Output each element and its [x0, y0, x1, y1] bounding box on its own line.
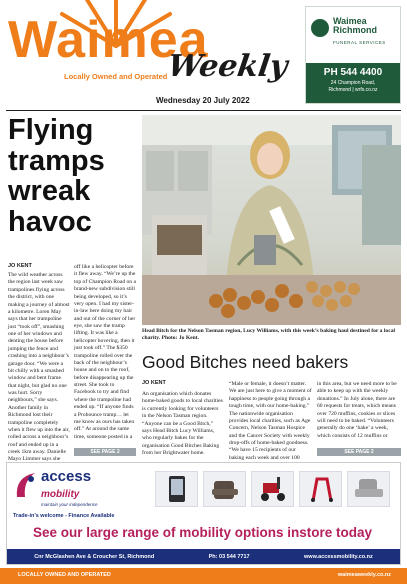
lead-column-2: off like a helicopter before it flew away. “We’re up the top of Champion Road on a brand-new subdivision still being developed, so it’s very open. I had my sister-in-law here doing my hair and out of the corner of her eye, she saw the tramp lifting. It was like a helicopter hovering, then it just took off.” The $350 trampoline rolled over the back of the neighbour’s house and on to the roof, before disappearing up the street. She took to Facebook to try and find where the trampoline had ended up. “If anyone finds a Probounce tramp… let me know as ours has taken off.” At around the same time, someone posted in a [74, 264, 136, 440]
masthead-title: Waimea [8, 11, 209, 69]
second-byline: JO KENT [142, 380, 166, 386]
product-image-phone [155, 471, 198, 507]
footer-website-link[interactable]: waimeaweekly.co.nz [337, 572, 391, 578]
mobility-tagline: maintain your independence [41, 502, 98, 507]
access-mobility-logo-icon [13, 471, 39, 501]
masthead-tagline: Locally Owned and Operated [64, 72, 168, 81]
baker-photo-illustration [142, 115, 401, 325]
funeral-services-ad[interactable] [305, 6, 401, 104]
issue-date: Wednesday 20 July 2022 [156, 96, 250, 105]
lead-byline: JO KENT [8, 263, 32, 269]
product-image-walker [299, 471, 342, 507]
mobility-tradein: Trade-in’s welcome - Finance Available [13, 513, 115, 519]
masthead-title-script: Weekly [165, 49, 290, 84]
masthead [0, 0, 407, 110]
lead-column-1: The wild weather across the region last week saw trampolines flying across the district, with one making a journey of almost a kilometre. Loren May says that her trampoline just “took off”, smashing one of her windows and denting the house before jumping the fence and crashing into a neighbour’s garage door. “We were a bit chilly with a smashed window and bent frame that night, but glad no one was hurt. Sorry neighbours,” she says. Another family in Richmond lost their trampoline completely when it flew up into the air, rolled across a neighbour’s roof and ended up in a creek 1km away. Danielle Mayo Limmer says she [8, 272, 70, 463]
mobility-address: Cnr McGlashen Ave & Croucher St, Richmond [34, 553, 155, 560]
product-image-recliner [347, 471, 390, 507]
funeral-phone: PH 544 4400 [323, 67, 383, 78]
access-mobility-ad[interactable] [6, 462, 401, 565]
funeral-logo-icon [311, 19, 329, 37]
photo-caption: Head Bitch for the Nelson Tasman region, Lucy Williams, with this week’s baking haul destined for a local charity. Photo: Jo Kent. [142, 328, 396, 342]
page-footer [0, 568, 407, 584]
footer-tagline: LOCALLY OWNED AND OPERATED [18, 572, 111, 578]
second-column-3: in this area, but we need more to be able to keep up with the weekly donations.” In July alone, there are 60 requests for treats, which means over 720 muffins, cookies or slices will need to be baked. “Volunteers generally do one ‘bake’ a week, which consists of 12 muffins or [317, 381, 397, 439]
feature-photo [142, 115, 401, 325]
lead-headline[interactable]: Flying tramps wreak havoc [8, 114, 105, 239]
funeral-sub: FUNERAL SERVICES [333, 40, 386, 45]
mobility-contact-bar [7, 549, 400, 564]
lead-see-page-link[interactable]: SEE PAGE 2 [74, 448, 136, 456]
mobility-banner: See our large range of mobility options instore today [33, 525, 373, 540]
mobility-phone[interactable]: Ph: 03 544 7717 [208, 553, 250, 560]
mobility-brand-sub: mobility [41, 489, 80, 500]
funeral-address: 24 Champion Road, Richmond | wrfs.co.nz [328, 80, 378, 93]
masthead-rule [6, 110, 401, 111]
second-column-1: An organisation which donates home-baked goods to local charities is currently looking for volunteers in the Nelson Tasman region. “Anyone can be a Good Bitch,” says Head Bitch Lucy Williams, who regularly bakes for the organisation Good Bitches Baking from her Brightwater home. [142, 391, 223, 456]
second-see-page-link[interactable]: SEE PAGE 2 [317, 448, 401, 456]
mobility-brand: access [41, 468, 92, 485]
funeral-name: Waimea Richmond [333, 16, 377, 36]
product-image-scooter [251, 471, 294, 507]
second-headline[interactable]: Good Bitches need bakers [142, 352, 349, 372]
mobility-website[interactable]: www.accessmobility.co.nz [304, 553, 373, 560]
product-image-lift-chair [203, 471, 246, 507]
second-column-2: “Male or female, it doesn’t matter. We are just here to give a moment of happiness to people going through a tough time, with our home-baking.” The nationwide organisation provides local charities, such as Age Concern, Nelson Tasman Hospice and the Cancer Society with weekly drop-offs of home-baked goodness. “We have 15 recipients of our baking each week and over 100 [229, 381, 312, 461]
